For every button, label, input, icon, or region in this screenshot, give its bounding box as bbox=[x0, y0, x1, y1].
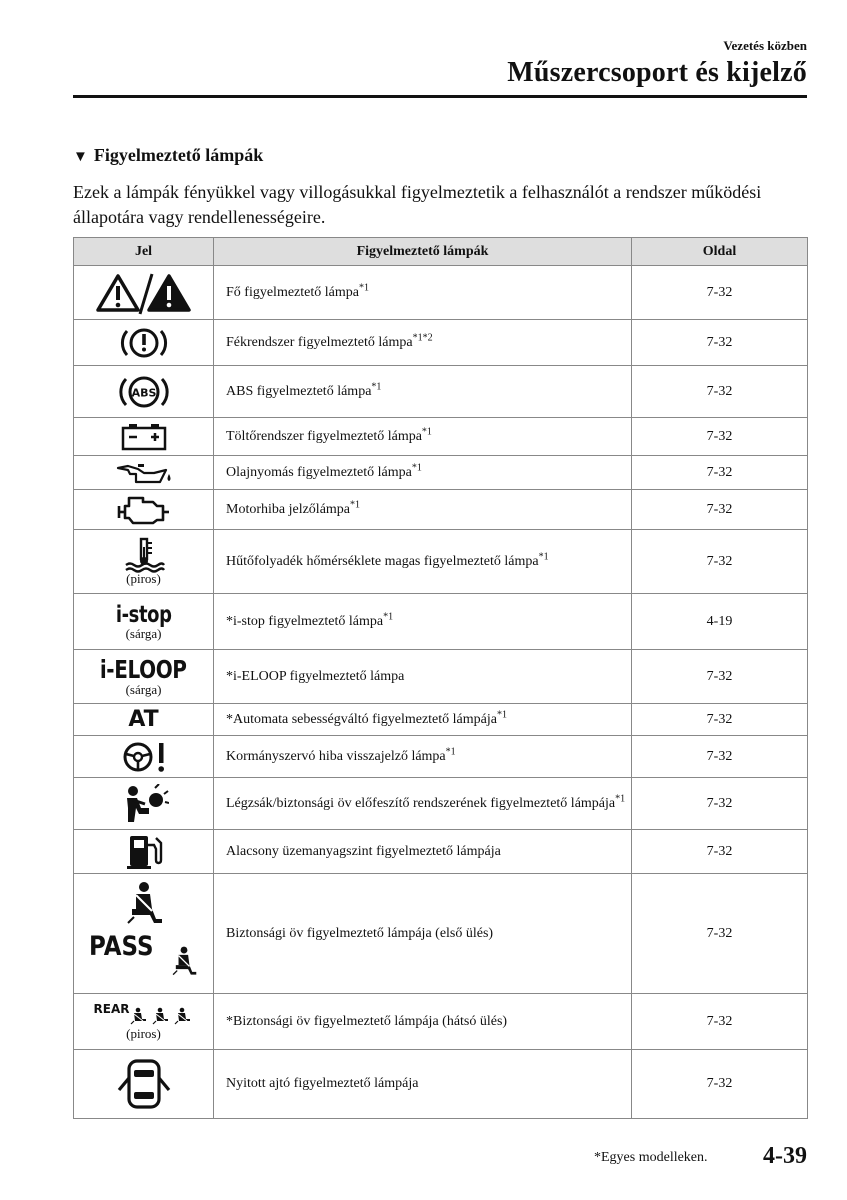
color-note: (sárga) bbox=[125, 625, 162, 641]
airbag-icon bbox=[119, 784, 169, 824]
door-open-icon bbox=[114, 1056, 174, 1112]
page-ref: 7-32 bbox=[632, 650, 808, 704]
lamp-name: Fő figyelmeztető lámpa bbox=[226, 284, 359, 300]
color-note: (piros) bbox=[126, 1025, 161, 1041]
running-header-section: Vezetés közben bbox=[723, 38, 807, 53]
table-row: ABS ABS figyelmeztető lámpa$^{*1}$ 7-32 bbox=[74, 366, 808, 418]
page-ref: 7-32 bbox=[632, 530, 808, 594]
table-header-row bbox=[74, 238, 808, 266]
page-ref: 7-32 bbox=[632, 704, 808, 736]
page-ref: 7-32 bbox=[632, 874, 808, 994]
table-row: Légzsák/biztonsági öv előfeszítő rendszerének figyelmeztető lámpája$^{*1}$ 7-32 bbox=[74, 778, 808, 830]
color-note: (piros) bbox=[126, 570, 161, 586]
page-ref: 7-32 bbox=[632, 994, 808, 1050]
table-row bbox=[74, 830, 808, 874]
intro-paragraph: Ezek a lámpák fényükkel vagy villogásukkal figyelmeztetik a felhasználót a rendszer működési állapotára vagy rendellenességeire. bbox=[73, 182, 762, 227]
rear-seat-belt-icon: REAR bbox=[90, 1002, 198, 1024]
lamp-name: Kormányszervó hiba visszajelző lámpa bbox=[226, 748, 446, 764]
table-row: (piros) Hűtőfolyadék hőmérséklete magas figyelmeztető lámpa$^{*1}$ 7-32 bbox=[74, 530, 808, 594]
lamp-name: Fékrendszer figyelmeztető lámpa bbox=[226, 334, 413, 350]
lamp-name: i-ELOOP figyelmeztető lámpa bbox=[233, 668, 405, 684]
table-row: Motorhiba jelzőlámpa$^{*1}$ 7-32 bbox=[74, 490, 808, 530]
passenger-seat-belt-icon: PASS bbox=[89, 931, 199, 981]
section-heading bbox=[73, 145, 263, 166]
page-ref: 4-19 bbox=[632, 594, 808, 650]
table-row: AT *Automata sebességváltó figyelmeztető lámpája$^{*1}$ 7-32 bbox=[74, 704, 808, 736]
page-ref: 7-32 bbox=[632, 366, 808, 418]
section-title: Figyelmeztető lámpák bbox=[93, 145, 264, 165]
table-row: REAR (piros) *Biztonsági öv figyelmeztető lámpája (hátsó ülés) 7-32 bbox=[74, 994, 808, 1050]
master-warning-icon bbox=[94, 270, 194, 316]
lamp-name: ABS figyelmeztető lámpa bbox=[226, 383, 372, 399]
table-row: Fő figyelmeztető lámpa$^{*1}$ 7-32 bbox=[74, 266, 808, 320]
header-rule bbox=[73, 95, 807, 98]
page-ref: 7-32 bbox=[632, 736, 808, 778]
table-row: Kormányszervó hiba visszajelző lámpa$^{*1}$ 7-32 bbox=[74, 736, 808, 778]
lamp-name: Automata sebességváltó figyelmeztető lámpája bbox=[233, 711, 497, 727]
page-ref: 7-32 bbox=[632, 456, 808, 490]
i-eloop-icon: i-ELOOP bbox=[100, 655, 187, 684]
lamp-name: Olajnyomás figyelmeztető lámpa bbox=[226, 464, 412, 480]
page-ref: 7-32 bbox=[632, 830, 808, 874]
color-note: (sárga) bbox=[125, 682, 162, 697]
table-row: i-ELOOP (sárga) *i-ELOOP figyelmeztető lámpa 7-32 bbox=[74, 650, 808, 704]
table-row: i-stop (sárga) *i-stop figyelmeztető lámpa$^{*1}$ 4-19 bbox=[74, 594, 808, 650]
page-ref: 7-32 bbox=[632, 490, 808, 530]
column-header-page: Oldal bbox=[632, 238, 808, 266]
table-row bbox=[74, 1050, 808, 1119]
svg-text:ABS: ABS bbox=[131, 386, 156, 399]
lamp-name: Hűtőfolyadék hőmérséklete magas figyelmeztető lámpa bbox=[226, 553, 539, 569]
table-row: Töltőrendszer figyelmeztető lámpa$^{*1}$ 7-32 bbox=[74, 418, 808, 456]
page-number: 4-39 bbox=[763, 1143, 807, 1169]
abs-warning-icon bbox=[116, 370, 172, 414]
page-title: Műszercsoport és kijelző bbox=[507, 57, 807, 88]
low-fuel-icon bbox=[124, 833, 164, 871]
lamp-name: i-stop figyelmeztető lámpa bbox=[233, 613, 384, 629]
brake-warning-icon bbox=[116, 323, 172, 363]
table-row: Olajnyomás figyelmeztető lámpa$^{*1}$ 7-32 bbox=[74, 456, 808, 490]
page-ref: 7-32 bbox=[632, 266, 808, 320]
check-engine-icon bbox=[117, 494, 171, 526]
lamp-name: Alacsony üzemanyagszint figyelmeztető lámpája bbox=[226, 843, 501, 859]
lamp-name: Biztonsági öv figyelmeztető lámpája (hátsó ülés) bbox=[233, 1013, 508, 1029]
page-ref: 7-32 bbox=[632, 320, 808, 366]
lamp-name: Motorhiba jelzőlámpa bbox=[226, 501, 351, 517]
page-ref: 7-32 bbox=[632, 1050, 808, 1119]
automatic-transmission-icon: AT bbox=[128, 707, 159, 732]
seat-belt-icon bbox=[122, 881, 166, 925]
footnote: *Egyes modelleken. bbox=[594, 1150, 708, 1165]
coolant-temperature-icon bbox=[122, 537, 166, 573]
section-marker: ▼ bbox=[73, 149, 88, 165]
column-header-lamps: Figyelmeztető lámpák bbox=[214, 238, 632, 266]
i-stop-icon: i-stop bbox=[115, 601, 172, 628]
lamp-name: Légzsák/biztonsági öv előfeszítő rendszerének figyelmeztető lámpája bbox=[226, 795, 616, 811]
lamp-name: Biztonsági öv figyelmeztető lámpája (első ülés) bbox=[226, 925, 494, 941]
page-ref: 7-32 bbox=[632, 778, 808, 830]
lamp-name: Töltőrendszer figyelmeztető lámpa bbox=[226, 428, 422, 444]
column-header-symbol: Jel bbox=[74, 238, 214, 266]
page-ref: 7-32 bbox=[632, 418, 808, 456]
table-row: Fékrendszer figyelmeztető lámpa$^{*1*2}$ 7-32 bbox=[74, 320, 808, 366]
power-steering-icon bbox=[118, 740, 170, 774]
lamp-name: Nyitott ajtó figyelmeztető lámpája bbox=[226, 1076, 419, 1091]
warning-lights-table bbox=[73, 237, 808, 1119]
table-row bbox=[74, 874, 808, 994]
oil-pressure-icon bbox=[114, 460, 174, 486]
battery-charging-icon bbox=[119, 422, 169, 452]
